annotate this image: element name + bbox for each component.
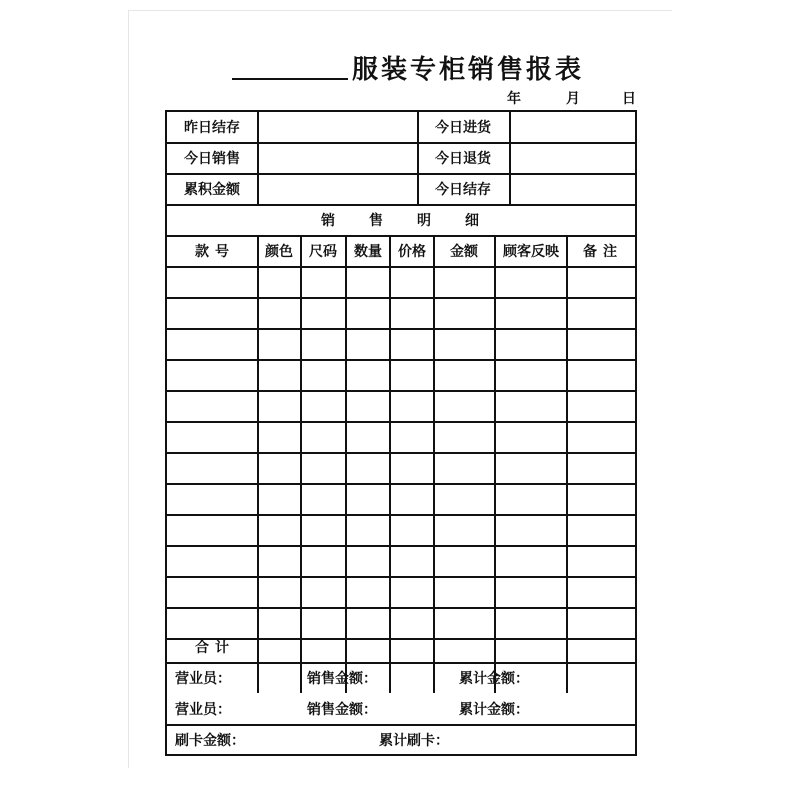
col-header-price: 价格 (398, 244, 426, 260)
col-header-customer-feedback: 顾客反映 (503, 244, 559, 260)
summary-row-divider (167, 173, 635, 175)
summary-col-divider (509, 112, 511, 204)
sales-amount-label: 销售金额： (307, 671, 377, 687)
col-divider (433, 235, 435, 693)
salesperson-label: 营业员： (175, 671, 231, 687)
date-month: 月 (566, 91, 580, 107)
detail-row-line (167, 452, 635, 454)
col-divider (494, 235, 496, 693)
page-title: 服装专柜销售报表 (352, 55, 585, 85)
date-day: 日 (622, 91, 636, 107)
detail-row-line (167, 359, 635, 361)
footer-divider (167, 724, 635, 726)
cumulative-card-label: 累计刷卡： (379, 733, 449, 749)
col-divider (389, 235, 391, 693)
col-header-size: 尺码 (309, 244, 337, 260)
detail-row-line (167, 390, 635, 392)
summary-row-divider (167, 142, 635, 144)
cumulative-amount-label: 累积金额 (184, 182, 240, 198)
col-header-style-no: 款号 (195, 244, 235, 260)
detail-row-line (167, 576, 635, 578)
today-purchase-label: 今日进货 (435, 120, 491, 136)
detail-row-line (167, 483, 635, 485)
date-year: 年 (507, 91, 521, 107)
salesperson-label-2: 营业员： (175, 702, 231, 718)
cumulative-amount-footer-label: 累计金额： (459, 671, 529, 687)
summary-col-divider (417, 112, 419, 204)
col-divider (566, 235, 568, 693)
today-sales-label: 今日销售 (184, 151, 240, 167)
cumulative-amount-footer-label-2: 累计金额： (459, 702, 529, 718)
section-title-bottom-line (167, 235, 635, 237)
col-header-remarks: 备注 (583, 244, 623, 260)
detail-row-line (167, 328, 635, 330)
section-title: 销售明细 (321, 213, 513, 229)
paper-edge-top (128, 10, 672, 11)
detail-row-line (167, 421, 635, 423)
report-table (165, 110, 637, 756)
today-stock-label: 今日结存 (435, 182, 491, 198)
col-header-color: 颜色 (265, 244, 293, 260)
yesterday-stock-label: 昨日结存 (184, 120, 240, 136)
detail-row-line (167, 297, 635, 299)
col-divider (257, 235, 259, 693)
paper-edge-left (128, 10, 129, 768)
sales-amount-label-2: 销售金额： (307, 702, 377, 718)
col-divider (300, 235, 302, 693)
col-header-amount: 金额 (450, 244, 478, 260)
col-header-quantity: 数量 (354, 244, 382, 260)
summary-col-divider (257, 112, 259, 204)
detail-row-line (167, 638, 635, 640)
detail-row-line (167, 514, 635, 516)
title-row (232, 46, 584, 86)
store-name-blank (232, 78, 348, 80)
detail-row-line (167, 607, 635, 609)
detail-bottom-line (167, 662, 635, 664)
card-amount-label: 刷卡金额： (175, 733, 245, 749)
total-label: 合计 (195, 640, 235, 656)
header-bottom-line (167, 266, 635, 268)
summary-bottom-line (167, 204, 635, 206)
today-return-label: 今日退货 (435, 151, 491, 167)
col-divider (345, 235, 347, 693)
detail-row-line (167, 545, 635, 547)
